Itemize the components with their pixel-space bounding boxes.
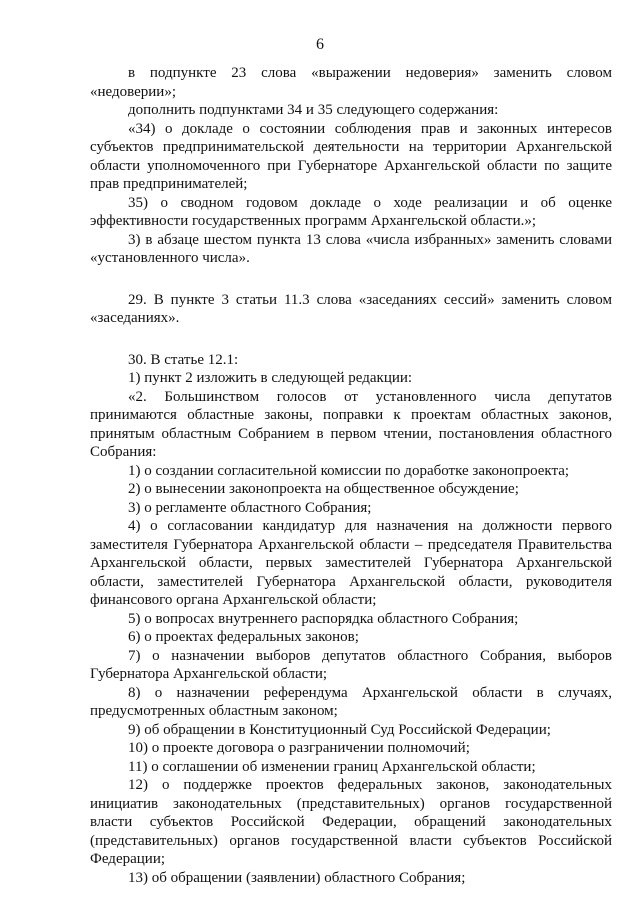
paragraph: 3) о регламенте областного Собрания; (128, 499, 372, 516)
paragraph: 7) о назначении выборов депутатов областного Собрания, выборов Губернатора Архангельской области; (90, 647, 612, 682)
paragraph: 6) о проектах федеральных законов; (128, 629, 359, 645)
paragraph: 35) о сводном годовом докладе о ходе реализации и об оценке эффективности государственных программ Архангельской области.»; (90, 194, 612, 229)
paragraph: 11) о соглашении об изменении границ Архангельской области; (128, 758, 536, 775)
paragraph: 30. В статье 12.1: (128, 351, 239, 368)
paragraph: 1) пункт 2 изложить в следующей редакции: (128, 370, 413, 386)
paragraph: 3) в абзаце шестом пункта 13 слова «числа избранных» заменить словами «установленного числа». (90, 231, 612, 266)
paragraph: 13) об обращении (заявлении) областного Собрания; (128, 869, 466, 886)
paragraph: в подпункте 23 слова «выражении недоверия» заменить словом «недоверии»; (90, 65, 612, 100)
paragraph: дополнить подпунктами 34 и 35 следующего содержания: (128, 102, 499, 118)
document-body (90, 64, 612, 887)
paragraph: 10) о проекте договора о разграничении полномочий; (128, 740, 470, 756)
paragraph: 9) об обращении в Конституционный Суд Российской Федерации; (128, 721, 551, 738)
paragraph: 29. В пункте 3 статьи 11.3 слова «заседаниях сессий» заменить словом «заседаниях». (90, 291, 612, 326)
paragraph: 12) о поддержке проектов федеральных законов, законодательных инициатив законодательных (представительных) органов государственной власти субъектов Российской Федерации, обращений законодательных (представительных) органов государственной власти субъектов Российской Федерации; (90, 777, 612, 867)
paragraph: 5) о вопросах внутреннего распорядка областного Собрания; (128, 610, 519, 627)
paragraph: 1) о создании согласительной комиссии по доработке законопроекта; (128, 462, 570, 479)
paragraph: «2. Большинством голосов от установленного числа депутатов принимаются областные законы, поправки к проектам областных законов, принятым областным Собранием в первом чтении, постановления областного Собрания: (90, 388, 612, 460)
paragraph: «34) о докладе о состоянии соблюдения прав и законных интересов субъектов предпринимательской деятельности на территории Архангельской области уполномоченного при Губернаторе Архангельской области по защите прав предпринимателей; (90, 120, 612, 192)
paragraph: 4) о согласовании кандидатур для назначения на должности первого заместителя Губернатора Архангельской области – председателя Правительства Архангельской области, первых заместителей Губернатора Архангельской области, заместителей Губернатора Архангельской области, руководителя финансового органа Архангельской области; (90, 518, 612, 608)
paragraph: 8) о назначении референдума Архангельской области в случаях, предусмотренных областным законом; (90, 684, 612, 719)
page-number: 6 (316, 36, 324, 53)
paragraph: 2) о вынесении законопроекта на общественное обсуждение; (128, 481, 519, 497)
